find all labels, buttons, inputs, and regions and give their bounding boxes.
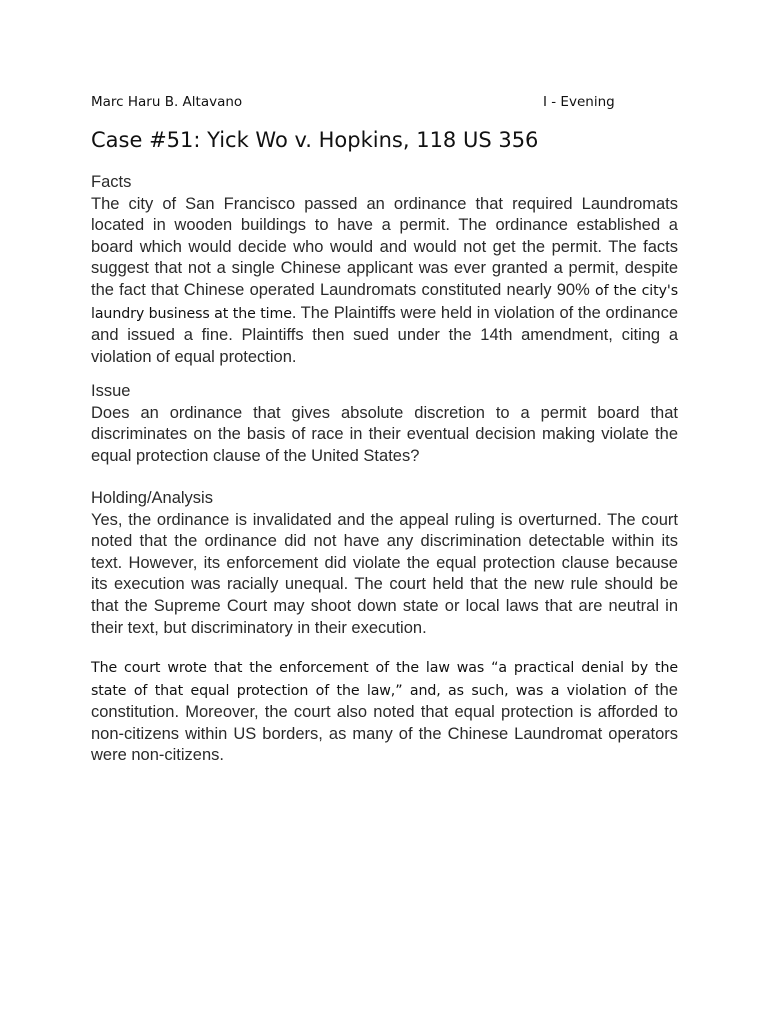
court-wrote-paragraph [91, 657, 678, 767]
facts-section [91, 172, 678, 368]
facts-text-1: The city of San Francisco passed an ordinance that required Laundromats located in wooden buildings to have a permit. The ordinance established a board which would decide who would and would not get the permit. The facts suggest that not a single Chinese applicant was ever granted a permit, despite the fact that Chinese operated Laundromats constituted nearly 90% [91, 194, 678, 299]
class-section: I - Evening [543, 94, 615, 110]
court-wrote-rest: the constitution. Moreover, the court also noted that equal protection is afforded to non-citizens within US borders, as many of the Chinese Laundromat operators were non-citizens. [91, 680, 678, 765]
court-wrote-section [91, 657, 678, 767]
holding-heading: Holding/Analysis [91, 489, 213, 507]
court-wrote-emphasis: The court wrote that the enforcement of the law was “a practical denial by the state of that equal protection of the law,” and, as such, was a violation of [91, 660, 678, 699]
issue-section [91, 381, 678, 467]
facts-heading: Facts [91, 173, 132, 191]
case-title: Case #51: Yick Wo v. Hopkins, 118 US 356 [91, 128, 539, 152]
author-name: Marc Haru B. Altavano [91, 94, 243, 110]
holding-section [91, 488, 678, 639]
facts-paragraph [91, 194, 678, 369]
facts-text-2: The Plaintiffs were held in violation of the ordinance and issued a fine. Plaintiffs then sued under the 14th amendment, citing a violation of equal protection. [91, 303, 678, 366]
issue-heading: Issue [91, 382, 131, 400]
issue-paragraph: Does an ordinance that gives absolute discretion to a permit board that discriminates on the basis of race in their eventual decision making violate the equal protection clause of the United States? [91, 403, 678, 465]
facts-text-emphasis: of the city's laundry business at the time. [91, 282, 678, 322]
holding-paragraph: Yes, the ordinance is invalidated and the appeal ruling is overturned. The court noted that the ordinance did not have any discrimination detectable within its text. However, its enforcement did violate the equal protection clause because its execution was racially unequal. The court held that the new rule should be that the Supreme Court may shoot down state or local laws that are neutral in their text, but discriminatory in their execution. [91, 510, 678, 637]
